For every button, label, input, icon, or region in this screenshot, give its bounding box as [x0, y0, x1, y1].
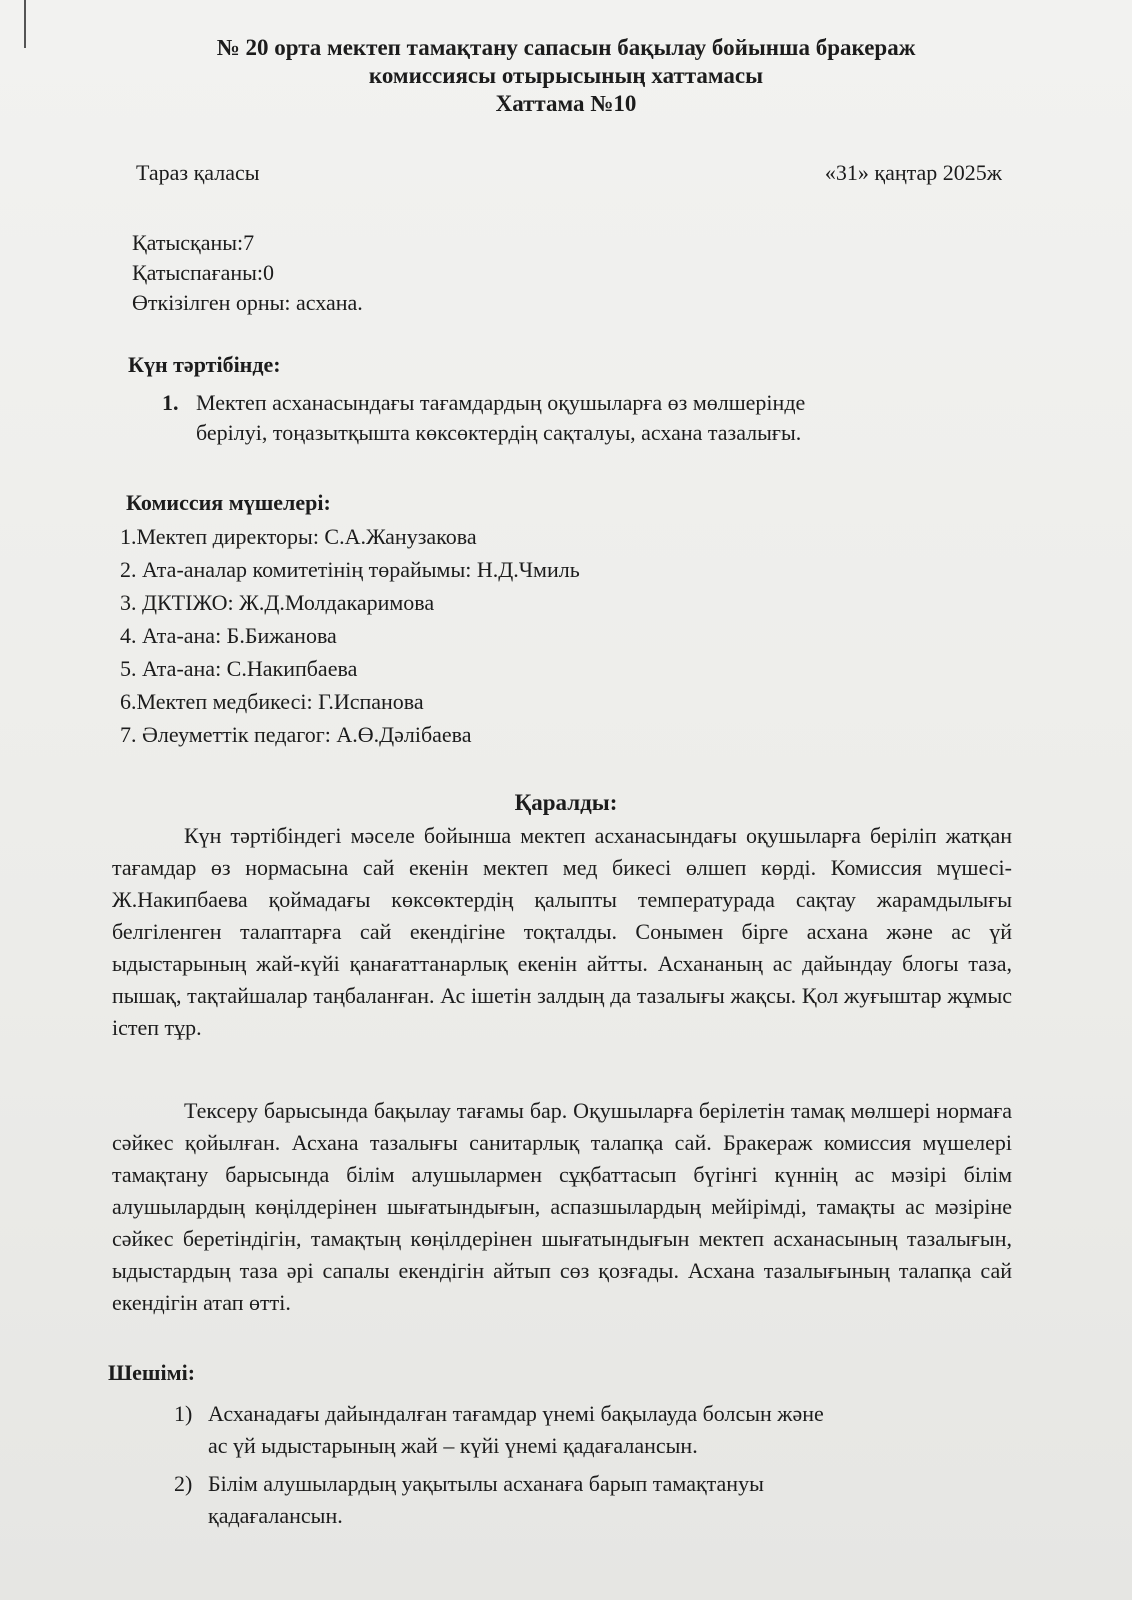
attendance-present: Қатысқаны:7 — [132, 230, 255, 255]
decision-item — [174, 1468, 994, 1532]
agenda-heading: Күн тәртібінде: — [128, 352, 281, 377]
date: «31» қаңтар 2025ж — [824, 160, 1002, 185]
decision-item-number: 2) — [174, 1471, 193, 1496]
header-title-line1: № 20 орта мектеп тамақтану сапасын бақылау бойынша бракераж — [216, 35, 916, 60]
header-title-line2: комиссиясы отырысының хаттамасы — [368, 63, 764, 88]
considered-heading: Қаралды: — [514, 790, 618, 815]
agenda-item-line2: берілуі, тоңазытқышта көксөктердің сақталуы, асхана тазалығы. — [196, 420, 802, 445]
decision-list — [174, 1398, 994, 1538]
member-item: 1.Мектеп директоры: С.А.Жанузакова — [120, 524, 477, 549]
decision-item-line1: Білім алушылардың уақытылы асханаға барып тамақтануы — [208, 1471, 764, 1496]
city: Тараз қаласы — [136, 160, 260, 185]
member-item: 6.Мектеп медбикесі: Г.Испанова — [120, 689, 424, 714]
agenda-item-line1: Мектеп асханасындағы тағамдардың оқушыларға өз мөлшерінде — [196, 390, 806, 415]
member-item: 3. ДКТІЖО: Ж.Д.Молдакаримова — [120, 590, 435, 615]
agenda-item-number: 1. — [162, 390, 179, 415]
members-list — [120, 520, 580, 751]
member-item: 2. Ата-аналар комитетінің төрайымы: Н.Д.Чмиль — [120, 557, 580, 582]
decision-item-line1: Асханадағы дайындалған тағамдар үнемі бақылауда болсын және — [208, 1401, 824, 1426]
decision-item-number: 1) — [174, 1401, 193, 1426]
agenda-list — [162, 388, 982, 448]
member-item: 4. Ата-ана: Б.Бижанова — [120, 623, 337, 648]
considered-paragraph-2: Тексеру барысында бақылау тағамы бар. Оқушыларға берілетін тамақ мөлшері нормаға сәйкес қойылған. Асхана тазалығы санитарлық талапқа сай. Бракераж комиссия мүшелері тамақтану барысында білім алушылармен сұқбаттасып бүгінгі күннің ас мәзірі білім алушылардың көңілдерінен шығатындығын, аспазшылардың мейірімді, тамақты ас мәзіріне сәйкес беретіндігін, тамақтың көңілдерінен шығатындығын мектеп асханасының тазалығын, ыдыстардың таза әрі сапалы екендігін айтып сөз қозғады. Асхана тазалығының талапқа сай екендігін атап өтті. — [112, 1098, 1012, 1315]
decision-item-line2: ас үй ыдыстарының жай – күйі үнемі қадағалансын. — [208, 1433, 698, 1458]
attendance-absent: Қатыспағаны:0 — [132, 260, 275, 285]
member-item: 5. Ата-ана: С.Накипбаева — [120, 656, 358, 681]
agenda-item — [162, 388, 982, 448]
considered-paragraph-1: Күн тәртібіндегі мәселе бойынша мектеп асханасындағы оқушыларға беріліп жатқан тағамдар өз нормасына сай екенін мектеп мед бикесі өлшеп көрді. Комиссия мүшесі- Ж.Накипбаева қоймадағы көксөктердің қалыпты температурада сақтау жарамдылығы белгіленген талаптарға сай екендігіне тоқталды. Сонымен бірге асхана және ас үй ыдыстарының жай-күйі қанағаттанарлық екенін айтты. Асхананың ас дайындау блогы таза, пышақ, тақтайшалар таңбаланған. Ас ішетін залдың да тазалығы жақсы. Қол жуғыштар жұмыс істеп тұр. — [112, 823, 1012, 1040]
decision-item — [174, 1398, 994, 1462]
members-heading: Комиссия мүшелері: — [126, 490, 331, 515]
document-header — [0, 34, 1132, 118]
member-item: 7. Әлеуметтік педагог: А.Ө.Дәлібаева — [120, 722, 472, 747]
protocol-number: Хаттама №10 — [495, 91, 637, 116]
decision-item-line2: қадағалансын. — [208, 1503, 343, 1528]
meeting-place: Өткізілген орны: асхана. — [132, 290, 363, 315]
decision-heading: Шешімі: — [108, 1360, 196, 1385]
attendance-block — [132, 228, 363, 318]
